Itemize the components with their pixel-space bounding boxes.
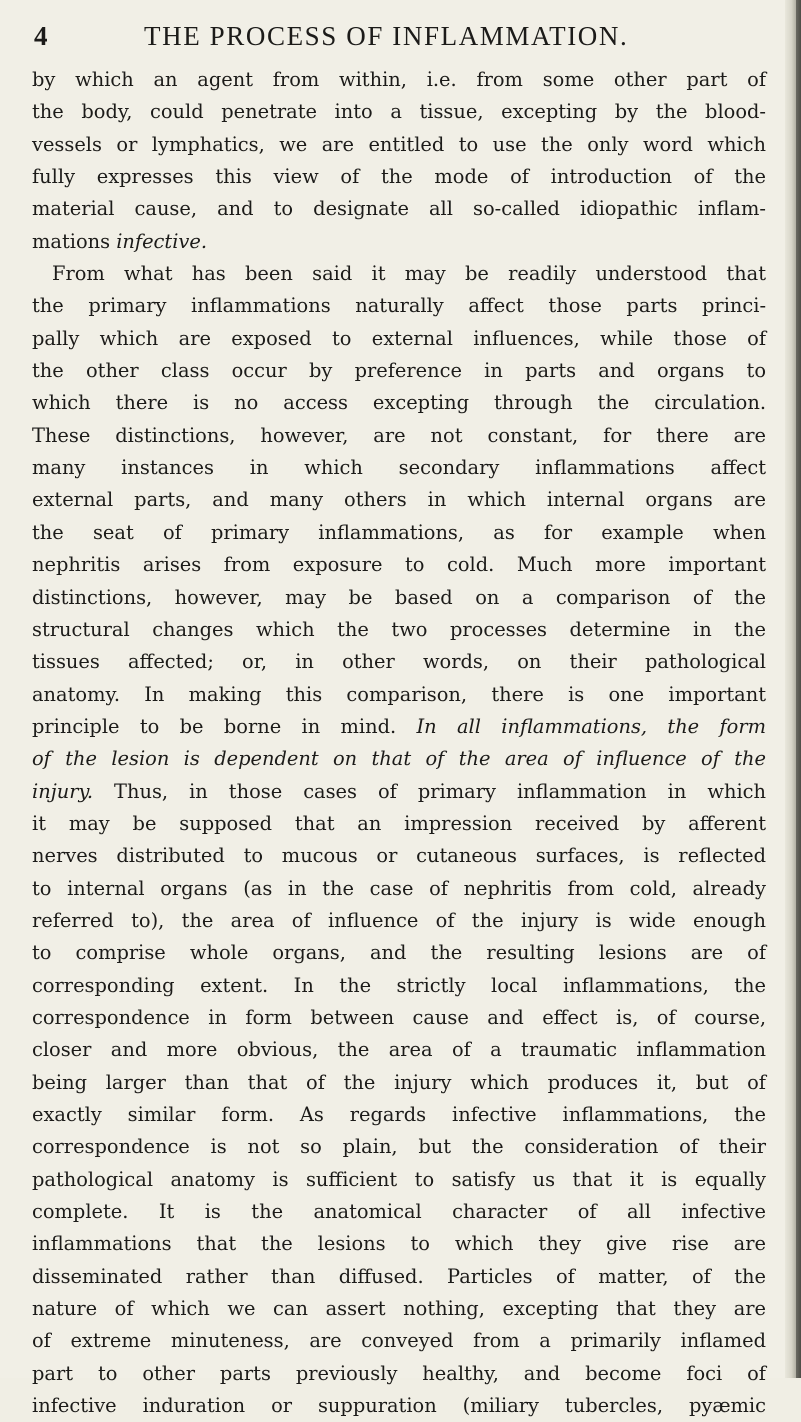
text-line: the seat of primary inflammations, as for example when: [32, 520, 766, 544]
text-line: [32, 743, 766, 775]
text-line: by which an agent from within, i.e. from some other part of: [32, 68, 766, 91]
text-line: tissues affected; or, in other words, on their pathological: [32, 650, 766, 674]
text-line: [32, 226, 766, 258]
text-line: infective induration or suppuration (miliary tubercles, pyæmic: [32, 1394, 766, 1418]
text-line: correspondence in form between cause and effect is, of course,: [32, 1005, 766, 1029]
text-line: which there is no access excepting through the circulation.: [32, 391, 766, 415]
text-line: disseminated rather than diffused. Particles of matter, of the: [32, 1264, 766, 1288]
text-line: exactly similar form. As regards infective inflammations, the: [32, 1103, 766, 1126]
text-line: [32, 711, 766, 743]
text-segment: Thus, in those cases of primary inflammation in which: [93, 779, 766, 803]
text-line: pally which are exposed to external influences, while those of: [32, 326, 766, 350]
text-line: vessels or lymphatics, we are entitled to use the only word which: [32, 132, 766, 156]
text-line: of extreme minuteness, are conveyed from a primarily inflamed: [32, 1329, 766, 1353]
italic-text-segment: of the lesion is dependent on that of the area of influence of the: [32, 747, 766, 771]
page-header: [34, 16, 764, 56]
text-line: [32, 776, 766, 808]
text-line: many instances in which secondary inflammations affect: [32, 456, 766, 480]
italic-text-segment: infective.: [116, 229, 208, 253]
italic-text-segment: injury.: [32, 779, 94, 803]
text-segment: mations: [32, 229, 117, 253]
text-line: nature of which we can assert nothing, excepting that they are: [32, 1297, 766, 1321]
text-line: fully expresses this view of the mode of introduction of the: [32, 165, 766, 189]
text-line: referred to), the area of influence of the injury is wide enough: [32, 908, 766, 932]
italic-text-segment: In all inflammations, the form: [416, 714, 766, 738]
text-line: closer and more obvious, the area of a traumatic inflammation: [32, 1038, 766, 1062]
text-line: it may be supposed that an impression received by afferent: [32, 811, 766, 835]
text-line: structural changes which the two processes determine in the: [32, 617, 766, 641]
text-segment: principle to be borne in mind.: [32, 714, 417, 738]
text-line: external parts, and many others in which internal organs are: [32, 488, 766, 512]
text-line: the body, could penetrate into a tissue, excepting by the blood-: [32, 100, 766, 124]
text-line: correspondence is not so plain, but the consideration of their: [32, 1135, 766, 1159]
text-line: being larger than that of the injury which produces it, but of: [32, 1070, 766, 1094]
text-line: anatomy. In making this comparison, there is one important: [32, 682, 766, 706]
page-number: 4: [34, 21, 48, 51]
text-line: to internal organs (as in the case of nephritis from cold, already: [32, 876, 766, 900]
text-line: part to other parts previously healthy, and become foci of: [32, 1361, 766, 1385]
text-line: nephritis arises from exposure to cold. Much more important: [32, 553, 766, 577]
text-line: to comprise whole organs, and the resulting lesions are of: [32, 941, 766, 965]
text-line: From what has been said it may be readily understood that: [52, 262, 766, 286]
body-text: [32, 64, 766, 1422]
text-line: complete. It is the anatomical character of all infective: [32, 1200, 766, 1224]
running-head: THE PROCESS OF INFLAMMATION.: [144, 21, 629, 51]
text-line: material cause, and to designate all so-called idiopathic inflam-: [32, 197, 766, 221]
text-line: distinctions, however, may be based on a comparison of the: [32, 585, 766, 609]
text-line: nerves distributed to mucous or cutaneous surfaces, is reflected: [32, 844, 766, 868]
text-line: the primary inflammations naturally affect those parts princi-: [32, 294, 766, 318]
text-line: inflammations that the lesions to which they give rise are: [32, 1232, 766, 1256]
text-line: the other class occur by preference in parts and organs to: [32, 359, 766, 383]
text-line: corresponding extent. In the strictly local inflammations, the: [32, 973, 766, 997]
page-edge-binding: [796, 0, 801, 1378]
text-line: These distinctions, however, are not constant, for there are: [32, 423, 766, 447]
text-line: pathological anatomy is sufficient to satisfy us that it is equally: [32, 1167, 766, 1191]
